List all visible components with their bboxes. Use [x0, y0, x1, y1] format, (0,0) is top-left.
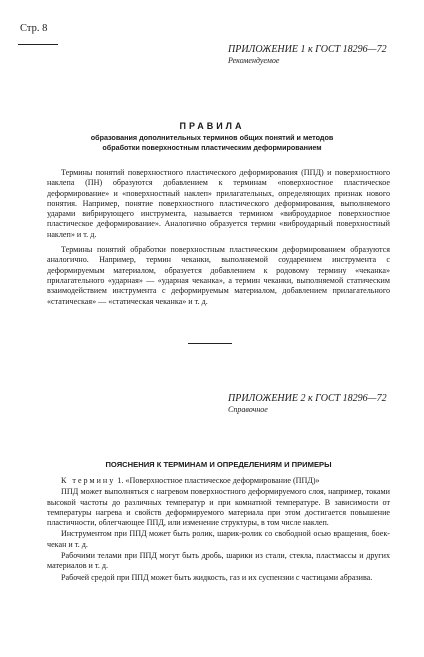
appendix2-title: ПРИЛОЖЕНИЕ 2 к ГОСТ 18296—72	[228, 393, 387, 404]
rules-subtitle-line1: образования дополнительных терминов общих понятий и методов	[90, 133, 334, 142]
rules-subtitle	[20, 133, 404, 153]
explanation-paragraph-1: ППД может выполняться с нагревом поверхностного деформируемого слоя, например, токами высокой частоты до различных температур и при комнатной температуре. В зависимости от температуры нагрева и свойств деформируемого материала при этом достигается повышение пластичности, облегчающее ППД, или изменение структуры, в том числе наклеп.	[47, 487, 390, 528]
explanation-paragraph-4: Рабочей средой при ППД может быть жидкость, газ и их суспензии с частицами абразива.	[61, 572, 373, 582]
header-rule	[18, 44, 58, 45]
rules-heading: ПРАВИЛА	[179, 121, 245, 131]
rules-paragraph-2: Термины понятий обработки поверхностным пластическим деформированием образуются аналогично. Например, термин чеканки, выполняемой соударением инструмента с деформируемым материалом, образуется добавлением к родовому термину «чеканка» прилагательного «ударная» — «ударная чеканка», а термин чеканки, выполняемой статическим взаимодействием инструмента с деформируемым материалом, добавлением прилагательного «статическая» — «статическая чеканка» и т. д.	[47, 245, 390, 306]
page-number: Стр. 8	[20, 23, 48, 34]
appendix1-title: ПРИЛОЖЕНИЕ 1 к ГОСТ 18296—72	[228, 44, 387, 55]
appendix2-status: Справочное	[228, 405, 268, 414]
appendix1-status: Рекомендуемое	[228, 56, 280, 65]
rules-paragraph-1: Термины понятий поверхностного пластического деформирования (ППД) и поверхностного наклепа (ПН) образуются добавлением к терминам «поверхностное пластическое деформирование» и «поверхностный наклеп» прилагательных, определяющих признак нового понятия. Например, понятие поверхностного пластического деформирования, выполняемого ударами вибрирующего инструмента, называется термином «виброударное поверхностное пластическое деформирование». Аналогично образуется термин «виброударный поверхностный наклеп» и т. д.	[47, 168, 390, 239]
section-divider	[188, 343, 232, 344]
rules-body	[47, 168, 390, 307]
explanations-heading: ПОЯСНЕНИЯ К ТЕРМИНАМ И ОПРЕДЕЛЕНИЯМ И ПРИМЕРЫ	[105, 460, 332, 469]
explanations-body	[47, 476, 390, 583]
term-prefix: К термину	[61, 476, 116, 485]
explanation-paragraph-2: Инструментом при ППД может быть ролик, шарик-ролик со свободной осью вращения, боек-чекан и т. д.	[47, 529, 390, 549]
rules-subtitle-line2: обработки поверхностным пластическим деформированием	[102, 143, 322, 152]
term-reference	[47, 476, 390, 486]
term-title: 1. «Поверхностное пластическое деформирование (ППД)»	[115, 476, 320, 485]
explanation-paragraph-3: Рабочими телами при ППД могут быть дробь, шарики из стали, стекла, пластмассы и других материалов и т. д.	[47, 551, 390, 571]
